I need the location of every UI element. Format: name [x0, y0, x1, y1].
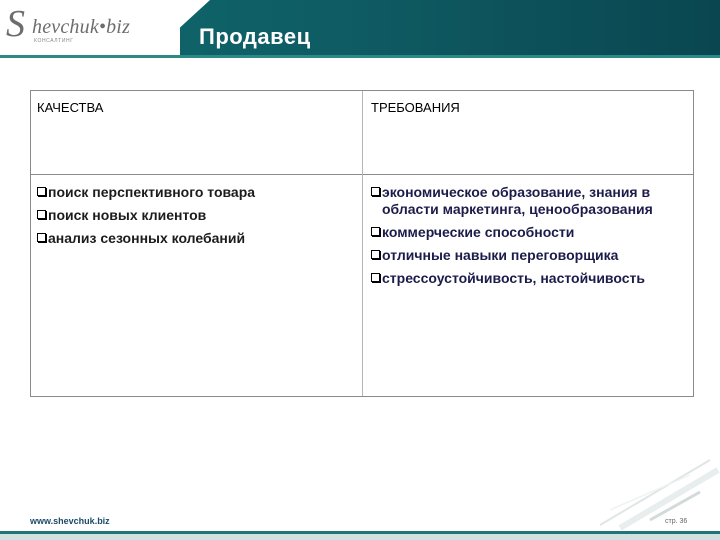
slide-title: Продавец — [199, 24, 311, 49]
qualities-list — [37, 184, 357, 253]
checkbox-bullet-icon — [37, 210, 46, 219]
logo-subtitle: КОНСАЛТИНГ — [34, 38, 74, 44]
column-divider — [362, 91, 363, 396]
logo-text: hevchuk•biz — [32, 16, 131, 38]
checkbox-bullet-icon — [371, 227, 380, 236]
list-item: экономическое образование, знания в области маркетинга, ценообразования — [371, 184, 691, 218]
header-requirements: ТРЕБОВАНИЯ — [371, 100, 460, 115]
footer-url[interactable]: www.shevchuk.biz — [30, 516, 110, 526]
header-qualities: КАЧЕСТВА — [37, 100, 104, 115]
checkbox-bullet-icon — [37, 233, 46, 242]
checkbox-bullet-icon — [371, 187, 380, 196]
qualities-requirements-table — [30, 90, 694, 397]
list-item: анализ сезонных колебаний — [37, 230, 357, 247]
logo — [4, 4, 144, 50]
checkbox-bullet-icon — [371, 250, 380, 259]
page-number: стр. 36 — [665, 518, 688, 525]
header-divider — [0, 55, 720, 58]
checkbox-bullet-icon — [37, 187, 46, 196]
list-item: коммерческие способности — [371, 224, 691, 241]
list-item: отличные навыки переговорщика — [371, 247, 691, 264]
footer-band — [0, 534, 720, 540]
checkbox-bullet-icon — [371, 273, 380, 282]
pen-illustration — [590, 440, 720, 530]
logo-letter: S — [6, 3, 25, 45]
list-item: стрессоустойчивость, настойчивость — [371, 270, 691, 287]
list-item: поиск новых клиентов — [37, 207, 357, 224]
requirements-list — [371, 184, 691, 293]
header — [0, 0, 720, 55]
list-item: поиск перспективного товара — [37, 184, 357, 201]
